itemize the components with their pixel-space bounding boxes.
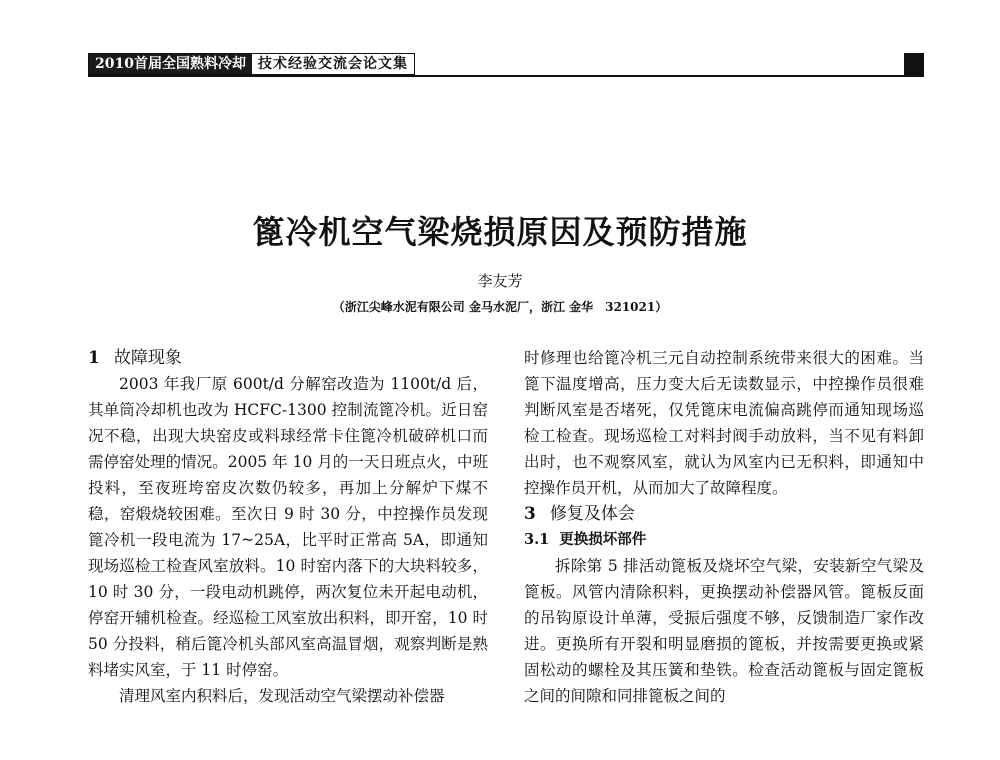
running-header [88,53,924,77]
author-affiliation: （浙江尖峰水泥有限公司 金马水泥厂，浙江 金华 321021） [332,300,668,314]
left-column [88,345,488,709]
paragraph: 清理风室内积料后，发现活动空气梁摆动补偿器 [119,687,445,705]
series-label-light: 技术经验交流会论文集 [252,54,414,74]
section-heading-3 [524,501,924,527]
subsection-title: 更换损坏部件 [559,531,647,548]
section-title: 修复及体会 [549,504,635,524]
section-number: 3 [524,504,536,524]
paragraph: 拆除第 5 排活动篦板及烧坏空气梁，安装新空气梁及篦板。风管内清除积料，更换摆动补偿器风管。篦板反面的吊钩原设计单薄，受振后强度不够，反馈制造厂家作改进。更换所有开裂和明显磨损的篦板，并按需要更换或紧固松动的螺栓及其压簧和垫铁。检查活动篦板与固定篦板之间的间隙和同排篦板之间的 [524,557,924,705]
paragraph: 时修理也给篦冷机三元自动控制系统带来很大的困难。当篦下温度增高，压力变大后无读数显示，中控操作员很难判断风室是否堵死，仅凭篦床电流偏高跳停而通知现场巡检工检查。现场巡检工对料封阀手动放料，当不见有料卸出时，也不观察风室，就认为风室内已无积料，即通知中控操作员开机，从而加大了故障程度。 [524,349,924,497]
section-title: 故障现象 [113,348,182,368]
series-label-dark: 2010首届全国熟料冷却 [89,54,252,74]
section-number: 1 [88,348,100,368]
subsection-number: 3.1 [524,531,550,548]
author-name: 李友芳 [477,272,523,290]
series-label [88,53,415,75]
subsection-heading-3-1 [524,527,924,553]
header-block-mark [904,53,924,75]
right-column [524,345,924,709]
paragraph: 2003 年我厂原 600t/d 分解窑改造为 1100t/d 后，其单筒冷却机也改为 HCFC-1300 控制流篦冷机。近日窑况不稳，出现大块窑皮或料球经常卡住篦冷机破碎机口而需停窑处理的情况。2005 年 10 月的一天日班点火，中班投料，至夜班垮窑皮次数仍较多，再加上分解炉下煤不稳，窑煅烧较困难。至次日 9 时 30 分，中控操作员发现篦冷机一段电流为 17~25A，比平时正常高 5A，即通知现场巡检工检查风室放料。10 时窑内落下的大块料较多，10 时 30 分，一段电动机跳停，两次复位未开起电动机，停窑开辅机检查。经巡检工风室放出积料，即开窑，10 时 50 分投料，稍后篦冷机头部风室高温冒烟，观察判断是熟料堵实风室，于 11 时停窑。 [88,375,488,679]
section-heading-1 [88,345,488,371]
paper-title: 篦冷机空气梁烧损原因及预防措施 [252,213,748,251]
